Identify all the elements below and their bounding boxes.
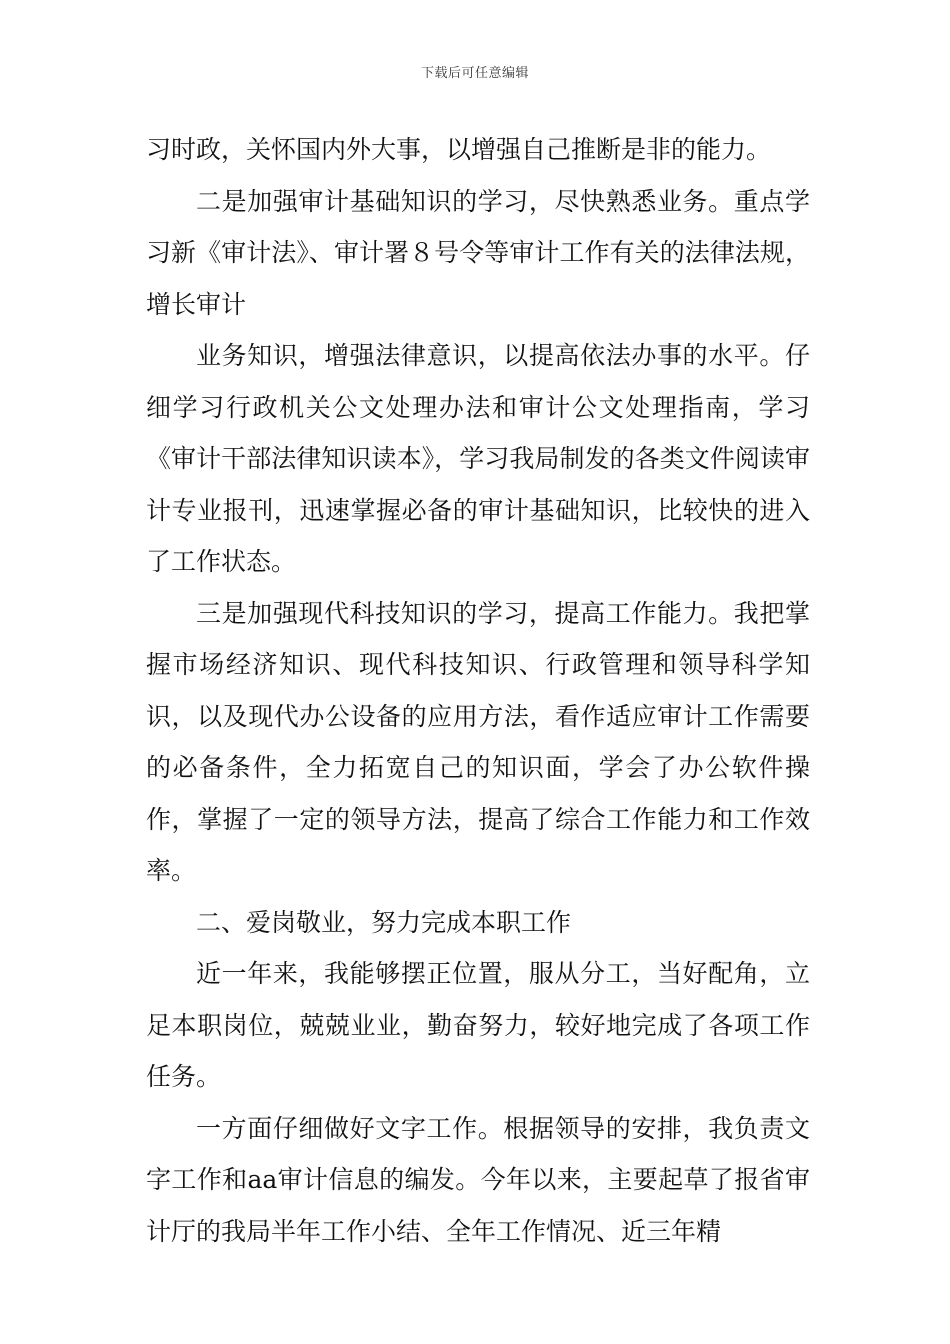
paragraph: 业务知识，增强法律意识，以提高依法办事的水平。仔细学习行政机关公文处理办法和审计公文处理指南，学习《审计干部法律知识读本》，学习我局制发的各类文件阅读审计专业报刊，迅速掌握必备的审计基础知识，比较快的进入了工作状态。 (146, 341, 810, 576)
document-body (146, 124, 810, 1257)
paragraph: 习时政，关怀国内外大事，以增强自己推断是非的能力。 (146, 135, 772, 164)
paragraph: 二是加强审计基础知识的学习，尽快熟悉业务。重点学习新《审计法》、审计署８号令等审计工作有关的法律法规，增长审计 (146, 186, 810, 319)
page-header: 下载后可任意编辑 (420, 66, 529, 81)
paragraph: 一方面仔细做好文字工作。根据领导的安排，我负责文字工作和aa审计信息的编发。今年以来，主要起草了报省审计厅的我局半年工作小结、全年工作情况、近三年精 (146, 1113, 810, 1246)
section-heading: 二、爱岗敬业，努力完成本职工作 (196, 907, 572, 937)
paragraph: 近一年来，我能够摆正位置，服从分工，当好配角，立足本职岗位，兢兢业业，勤奋努力，较好地完成了各项工作任务。 (146, 959, 810, 1091)
paragraph: 三是加强现代科技知识的学习，提高工作能力。我把掌握市场经济知识、现代科技知识、行政管理和领导科学知识，以及现代办公设备的应用方法，看作适应审计工作需要的必备条件，全力拓宽自己的知识面，学会了办公软件操作，掌握了一定的领导方法，提高了综合工作能力和工作效率。 (146, 598, 810, 885)
